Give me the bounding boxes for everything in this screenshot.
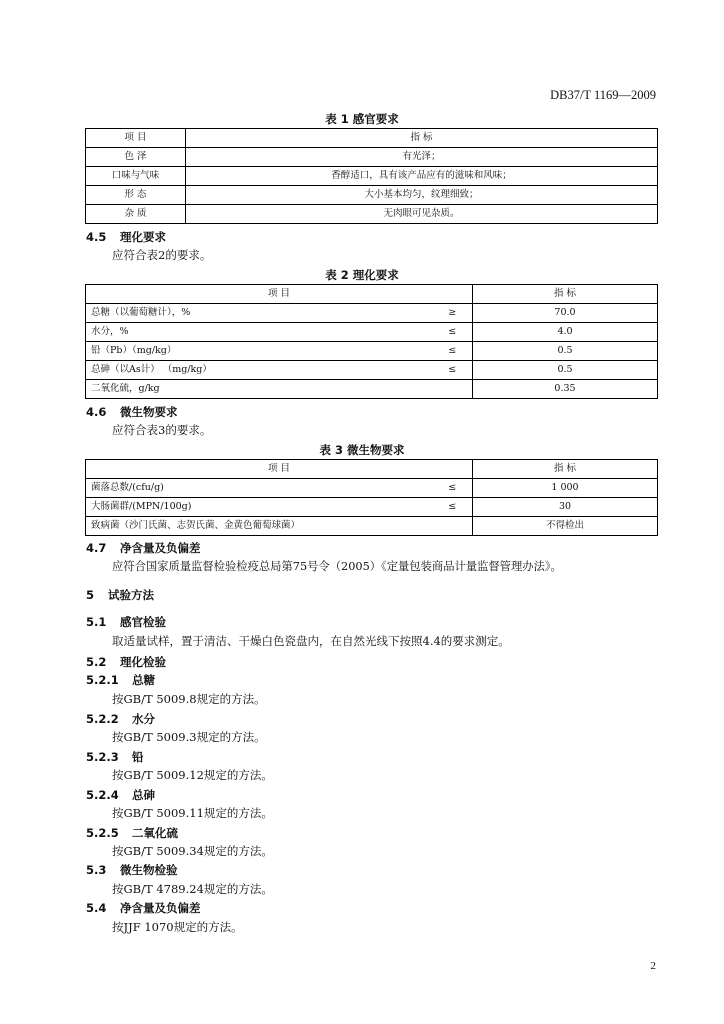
section-text-5-2-4: 按GB/T 5009.11规定的方法。 bbox=[112, 806, 273, 820]
header-cell: 指 标 bbox=[473, 285, 658, 304]
item-cell: 杂 质 bbox=[86, 205, 186, 224]
item-cell: 铅（Pb）（mg/kg） bbox=[86, 342, 433, 361]
table-row bbox=[86, 498, 658, 517]
table-header-row bbox=[86, 460, 658, 479]
section-text-5-2-1: 按GB/T 5009.8规定的方法。 bbox=[112, 692, 266, 706]
table-row bbox=[86, 186, 658, 205]
value-cell: 0.5 bbox=[473, 361, 658, 380]
section-heading-4-6: 4.6 微生物要求 bbox=[86, 405, 178, 419]
section-text-4-6: 应符合表3的要求。 bbox=[112, 423, 212, 437]
item-cell: 菌落总数/(cfu/g) bbox=[86, 479, 433, 498]
section-heading-5-2-2: 5.2.2 水分 bbox=[86, 712, 155, 726]
table-header-row bbox=[86, 285, 658, 304]
section-text-5-2-5: 按GB/T 5009.34规定的方法。 bbox=[112, 844, 273, 858]
table-row bbox=[86, 167, 658, 186]
table1-caption: 表 1 感官要求 bbox=[325, 112, 399, 126]
table3-caption: 表 3 微生物要求 bbox=[319, 443, 405, 457]
item-cell: 大肠菌群/(MPN/100g) bbox=[86, 498, 433, 517]
document-code: DB37/T 1169—2009 bbox=[550, 88, 656, 102]
header-cell: 项 目 bbox=[86, 285, 473, 304]
item-cell: 口味与气味 bbox=[86, 167, 186, 186]
table3-microbiological bbox=[85, 459, 658, 536]
value-cell: 无肉眼可见杂质。 bbox=[186, 205, 658, 224]
section-heading-5-4: 5.4 净含量及负偏差 bbox=[86, 901, 201, 915]
page-number: 2 bbox=[650, 960, 656, 972]
operator-cell: ≤ bbox=[433, 323, 473, 342]
table-row bbox=[86, 361, 658, 380]
section-text-5-2-3: 按GB/T 5009.12规定的方法。 bbox=[112, 768, 273, 782]
section-heading-5-2-5: 5.2.5 二氧化硫 bbox=[86, 826, 178, 840]
value-cell: 1 000 bbox=[473, 479, 658, 498]
section-text-5-1: 取适量试样，置于清洁、干燥白色瓷盘内，在自然光线下按照4.4的要求测定。 bbox=[112, 634, 510, 648]
table-row bbox=[86, 323, 658, 342]
item-cell: 二氧化硫，g/kg bbox=[86, 380, 433, 399]
item-cell: 水分，% bbox=[86, 323, 433, 342]
operator-cell: ≤ bbox=[433, 498, 473, 517]
value-cell: 70.0 bbox=[473, 304, 658, 323]
item-cell: 致病菌（沙门氏菌、志贺氏菌、金黄色葡萄球菌） bbox=[86, 517, 433, 536]
section-text-5-3: 按GB/T 4789.24规定的方法。 bbox=[112, 882, 273, 896]
operator-cell bbox=[433, 517, 473, 536]
table2-caption: 表 2 理化要求 bbox=[325, 268, 399, 282]
value-cell: 0.35 bbox=[473, 380, 658, 399]
table-row bbox=[86, 205, 658, 224]
section-text-4-5: 应符合表2的要求。 bbox=[112, 248, 212, 262]
section-heading-5-1: 5.1 感官检验 bbox=[86, 615, 166, 629]
operator-cell bbox=[433, 380, 473, 399]
value-cell: 香醇适口，具有该产品应有的滋味和风味； bbox=[186, 167, 658, 186]
table-row bbox=[86, 148, 658, 167]
value-cell: 0.5 bbox=[473, 342, 658, 361]
operator-cell: ≤ bbox=[433, 479, 473, 498]
item-cell: 色 泽 bbox=[86, 148, 186, 167]
table2-physicochemical bbox=[85, 284, 658, 399]
value-cell: 30 bbox=[473, 498, 658, 517]
section-heading-4-5: 4.5 理化要求 bbox=[86, 230, 166, 244]
section-heading-5-2: 5.2 理化检验 bbox=[86, 655, 166, 669]
table-row bbox=[86, 517, 658, 536]
operator-cell: ≤ bbox=[433, 361, 473, 380]
table-row bbox=[86, 304, 658, 323]
header-cell: 指 标 bbox=[186, 129, 658, 148]
operator-cell: ≥ bbox=[433, 304, 473, 323]
table-row bbox=[86, 342, 658, 361]
value-cell: 有光泽； bbox=[186, 148, 658, 167]
value-cell: 大小基本均匀，纹理细致； bbox=[186, 186, 658, 205]
section-heading-5: 5 试验方法 bbox=[86, 588, 154, 602]
header-cell: 项 目 bbox=[86, 460, 473, 479]
section-heading-5-2-3: 5.2.3 铅 bbox=[86, 750, 144, 764]
table-header-row bbox=[86, 129, 658, 148]
section-heading-4-7: 4.7 净含量及负偏差 bbox=[86, 541, 201, 555]
table-row bbox=[86, 479, 658, 498]
item-cell: 总砷（以As计） （mg/kg） bbox=[86, 361, 433, 380]
value-cell: 4.0 bbox=[473, 323, 658, 342]
value-cell: 不得检出 bbox=[473, 517, 658, 536]
section-text-5-2-2: 按GB/T 5009.3规定的方法。 bbox=[112, 730, 266, 744]
item-cell: 总糖（以葡萄糖计），% bbox=[86, 304, 433, 323]
operator-cell: ≤ bbox=[433, 342, 473, 361]
header-cell: 项 目 bbox=[86, 129, 186, 148]
table-row bbox=[86, 380, 658, 399]
section-text-5-4: 按JJF 1070规定的方法。 bbox=[112, 920, 243, 934]
table1-sensory bbox=[85, 128, 658, 224]
section-text-4-7: 应符合国家质量监督检验检疫总局第75号令（2005）《定量包装商品计量监督管理办法》。 bbox=[112, 560, 562, 573]
item-cell: 形 态 bbox=[86, 186, 186, 205]
header-cell: 指 标 bbox=[473, 460, 658, 479]
section-heading-5-2-1: 5.2.1 总糖 bbox=[86, 673, 155, 687]
section-heading-5-3: 5.3 微生物检验 bbox=[86, 863, 178, 877]
section-heading-5-2-4: 5.2.4 总砷 bbox=[86, 788, 155, 802]
